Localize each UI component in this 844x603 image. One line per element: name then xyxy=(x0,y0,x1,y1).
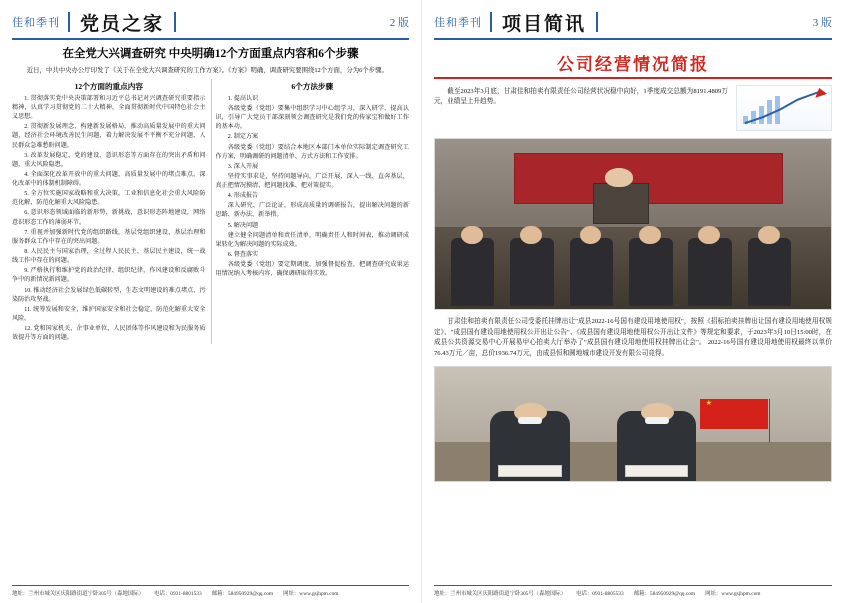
paragraph: 建立健全问题清单和责任清单，明确责任人和时间表，推动调研成果转化为解决问题的实际成效。 xyxy=(215,232,409,248)
flag-pole xyxy=(769,399,770,447)
masthead-divider-right xyxy=(174,12,176,32)
footer-email: 邮箱：584950929@qq.com xyxy=(633,591,696,597)
china-flag xyxy=(700,399,767,429)
footer-tel: 电话：0931-8805533 xyxy=(576,591,624,597)
masthead-divider-right xyxy=(596,12,598,32)
paragraph: 6. 意识形态领域面临的新形势、新挑战，意识形态阵地建设，网络意识形态工作的薄弱环节。 xyxy=(12,210,206,226)
paragraph: 坚持实事求是，坚持问题导向，广泛开展、深入一线、直奔基层，真正把情况摸清、把问题找准、把对策提实。 xyxy=(215,173,409,190)
right-masthead xyxy=(434,10,832,40)
footer-address: 地址：兰州市城关区庆阳路街道宁卧305号（森地国际） xyxy=(434,591,567,597)
paragraph: 各级党委（党组）要定期调度、加强督促检查，把调查研究成果运用情况纳入考核内容，确保调研取得实效。 xyxy=(215,262,409,278)
paragraph: 9. 严格执行和维护党的政治纪律、组织纪律，作风建设和反腐败斗争中的新情况新问题。 xyxy=(12,268,206,284)
left-two-column-body xyxy=(12,79,409,345)
photo-attendee-head xyxy=(520,226,542,245)
signing-document xyxy=(498,465,561,476)
right-section-title: 项目简讯 xyxy=(502,13,587,35)
photo-attendee xyxy=(748,238,792,306)
column-2-heading: 6个方法步骤 xyxy=(291,81,334,91)
photo-attendee-head xyxy=(639,226,661,245)
paragraph: 5. 全方位实施国家战略和重大决策，工业和信息化社会重大风险防范化解，防范化解重大风险隐患。 xyxy=(12,191,206,207)
left-column-1 xyxy=(12,79,206,345)
footer-tel: 电话：0931-8801533 xyxy=(154,591,202,597)
footer-address: 地址：兰州市城关区庆阳路街道宁卧305号（森地国际） xyxy=(12,591,145,597)
article-body: 甘肃佳和拍卖有限责任公司受委托挂牌出让"成县2022-16号国有建设用地使用权"，按照《招标拍卖挂牌出让国有建设用地使用权规定》、"成县国有建设用地使用权公开出让公告"、《成县国有建设用地使用权公开出让文件》等规定和要求，于2023年3月10日15:00时，在成县公共资源交易中心开展易甲心拍卖大厅举办了"成县国有建设用地使用权挂牌出让会"。 2022-16号国有建设用地使用权最终以单价76.43万元／亩，总价1936.74万元，由成县恒和圆地城市建设开发有限公司竞得。 xyxy=(434,318,832,357)
photo2-scene xyxy=(435,367,831,481)
photo-scene xyxy=(435,139,831,309)
paragraph: 1. 提高认识 xyxy=(227,95,259,102)
meeting-photo xyxy=(434,138,832,310)
footer-email: 邮箱：584950929@qq.com xyxy=(211,591,274,597)
right-page xyxy=(422,0,844,603)
left-page-number: 2 版 xyxy=(389,17,409,29)
paragraph: 深入研究、广泛论证，形成高质量的调研报告，提出解决问题的新思路、新办法、新举措。 xyxy=(215,203,409,219)
photo-attendee xyxy=(510,238,554,306)
paragraph: 10. 推动经济社会发展绿色低碳转型，生态文明建设的难点堵点，污染防治攻坚战。 xyxy=(12,287,206,303)
chart-trend-line xyxy=(737,86,831,131)
left-section-title: 党员之家 xyxy=(80,13,165,35)
right-page-number: 3 版 xyxy=(812,17,832,29)
paragraph: 12. 党和国家机关、企事业单位、人民团体等作风建设和为民服务质效提升等方面的问题。 xyxy=(12,326,206,342)
paragraph: 各级党委（党组）要集中组织学习中心组学习，深入研学、提高认识，引导广大党员干部深刻领会调查研究是我们党的传家宝和做好工作的基本功。 xyxy=(215,105,409,131)
left-lead-paragraph: 近日，中共中央办公厅印发了《关于在全党大兴调查研究的工作方案》。《方案》明确，调查研究要围绕12个方面，分为6个步骤。 xyxy=(26,66,388,74)
photo-podium xyxy=(593,183,648,224)
paragraph: 6. 督查落实 xyxy=(227,252,259,259)
right-brand: 佳和季刊 xyxy=(434,17,482,29)
right-footer xyxy=(434,585,832,597)
paragraph: 7. 重视并加强新时代党的组织路线，基层党组织建设，基层治理和服务群众工作中存在的突出问题。 xyxy=(12,229,206,245)
left-column-2 xyxy=(216,79,410,345)
face-mask xyxy=(518,417,542,424)
article-lead: 截至2023年3月底，甘肃佳和拍卖有限责任公司经营状况稳中向好，1季度成交总额为8191.4809万元，业绩呈上升趋势。 xyxy=(434,88,728,106)
photo-attendee-head xyxy=(461,226,483,245)
photo-banner xyxy=(514,153,783,204)
photo-attendee xyxy=(629,238,673,306)
photo-speaker xyxy=(605,168,633,187)
paragraph: 2. 制定方案 xyxy=(227,134,259,141)
paragraph: 2. 贯彻新发展理念、构建新发展格局、推动高质量发展中的重大问题，经济社会环境改善民生问题，着力解决发展不平衡不充分问题、人民群众急难愁盼问题。 xyxy=(12,124,206,149)
article-intro-row xyxy=(434,85,832,131)
photo-attendee-head xyxy=(758,226,780,245)
paragraph: 1. 贯彻落实党中央决策部署和习近平总书记对兴调查研究重要指示精神，认真学习贯彻党的二十大精神，全面贯彻新时代中国特色社会主义思想。 xyxy=(12,95,206,121)
paragraph: 3. 改革发展稳定、党的建设、意识形态等方面存在的突出矛盾和问题，重大风险隐患。 xyxy=(12,152,206,168)
title-underline xyxy=(434,77,832,79)
paragraph: 8. 人民民主与国家治理，全过程人民民主、基层民主建设，统一战线工作中存在的问题。 xyxy=(12,249,206,265)
photo-banner-text xyxy=(515,154,782,203)
left-headline: 在全党大兴调查研究 中央明确12个方面重点内容和6个步骤 xyxy=(62,48,359,60)
photo-attendee xyxy=(570,238,614,306)
signing-photo xyxy=(434,366,832,482)
paragraph: 各级党委（党组）要结合本地区本部门本单位实际制定调查研究工作方案，明确调研的问题清单、方式方法和工作安排。 xyxy=(215,144,409,160)
paragraph: 4. 形成报告 xyxy=(227,193,259,200)
left-brand: 佳和季刊 xyxy=(12,17,60,29)
footer-website: 网址：www.gsjhpm.com xyxy=(283,591,339,597)
left-masthead xyxy=(12,10,409,40)
signing-document xyxy=(625,465,688,476)
face-mask xyxy=(645,417,669,424)
paragraph: 5. 解决问题 xyxy=(227,222,259,229)
growth-chart xyxy=(736,85,832,131)
footer-website: 网址：www.gsjhpm.com xyxy=(705,591,761,597)
photo-attendee xyxy=(688,238,732,306)
paragraph: 4. 全面深化改革开放中的重大问题，高质量发展中的堵点难点，深化改革中的体制机制障碍。 xyxy=(12,171,206,188)
left-footer xyxy=(12,585,409,597)
photo-attendee xyxy=(451,238,495,306)
article-title: 公司经营情况简报 xyxy=(557,55,709,74)
paragraph: 3. 深入开展 xyxy=(227,163,259,170)
column-1-heading: 12个方面的重点内容 xyxy=(74,81,143,91)
paragraph: 11. 统筹发展和安全，维护国家安全和社会稳定，防范化解重大安全风险。 xyxy=(12,306,206,323)
